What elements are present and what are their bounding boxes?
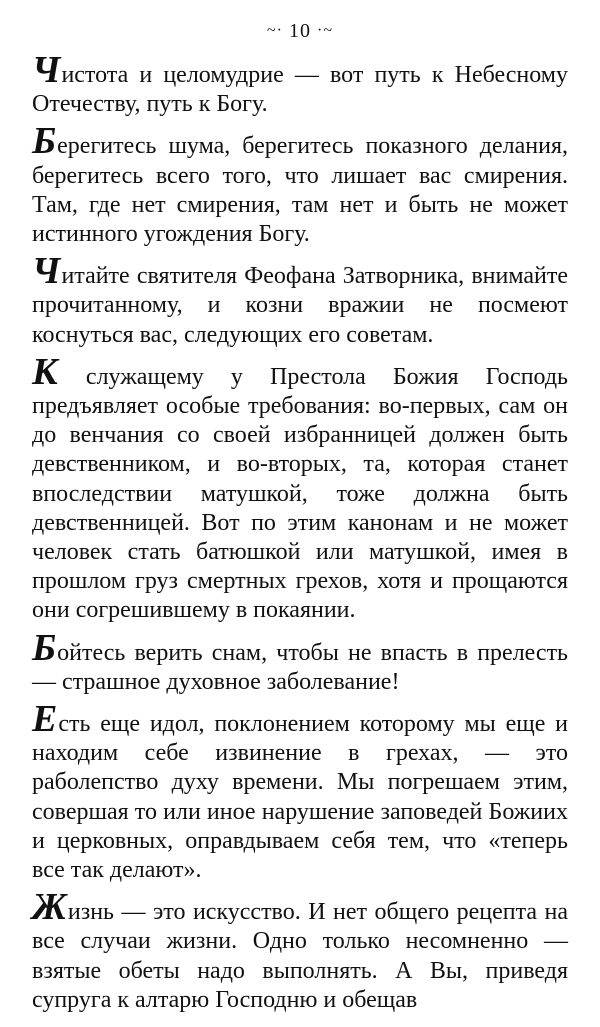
paragraph-text: служащему у Престола Божия Господь предъявляет особые требования: во-первых, сам он до венчания со своей избранницей должен быть девственником, и во-вторых, та, которая станет впоследствии матушкой, тоже должна быть девственницей. Вот по этим канонам и не может человек стать батюшкой или матушкой, имея в прошлом груз смертных грехов, хотя и прощаются они согрешившему в покаянии. [32, 363, 568, 624]
drop-cap: Е [32, 698, 58, 741]
paragraph-text: итайте святителя Феофана Затворника, внимайте прочитанному, и козни вражии не посмеют коснуться вас, следующих его советам. [32, 263, 568, 348]
paragraph-text: истота и целомудрие — вот путь к Небесному Отечеству, путь к Богу. [32, 62, 568, 118]
paragraph [32, 250, 568, 350]
paragraph [32, 49, 568, 119]
drop-cap: Ж [32, 886, 67, 929]
paragraph-text: ерегитесь шума, берегитесь показного делания, берегитесь всего того, что лишает вас смирения. Там, где нет смирения, там нет и быть не может истинного угождения Богу. [32, 133, 568, 248]
paragraph [32, 698, 568, 885]
paragraph [32, 626, 568, 697]
drop-cap: К [32, 350, 58, 393]
paragraph-text: ойтесь верить снам, чтобы не впасть в прелесть — страшное духовное заболевание! [32, 639, 568, 695]
page-number-header [32, 18, 568, 46]
paragraph [32, 350, 568, 626]
ornament-right-icon: ·~ [317, 22, 333, 39]
book-page [32, 18, 568, 1027]
drop-cap: Ч [32, 250, 61, 293]
paragraph-text: изнь — это искусство. И нет общего рецепта на все случаи жизни. Одно только несомненно — взятые обеты надо выполнять. А Вы, приведя супруга к алтарю Господню и обещав [32, 899, 568, 1013]
drop-cap: Б [32, 626, 57, 669]
page-number: 10 [289, 20, 311, 42]
paragraph [32, 886, 568, 1015]
drop-cap: Ч [32, 49, 61, 91]
ornament-left-icon: ~· [267, 22, 283, 39]
drop-cap: Б [32, 120, 57, 163]
paragraph [32, 120, 568, 249]
paragraph-text: сть еще идол, поклонением которому мы еще и находим себе извинение в грехах, — это раболепство духу времени. Мы погрешаем этим, совершая то или иное нарушение заповедей Божиих и церковных, оправдываем себя тем, что «теперь все так делают». [32, 711, 568, 884]
